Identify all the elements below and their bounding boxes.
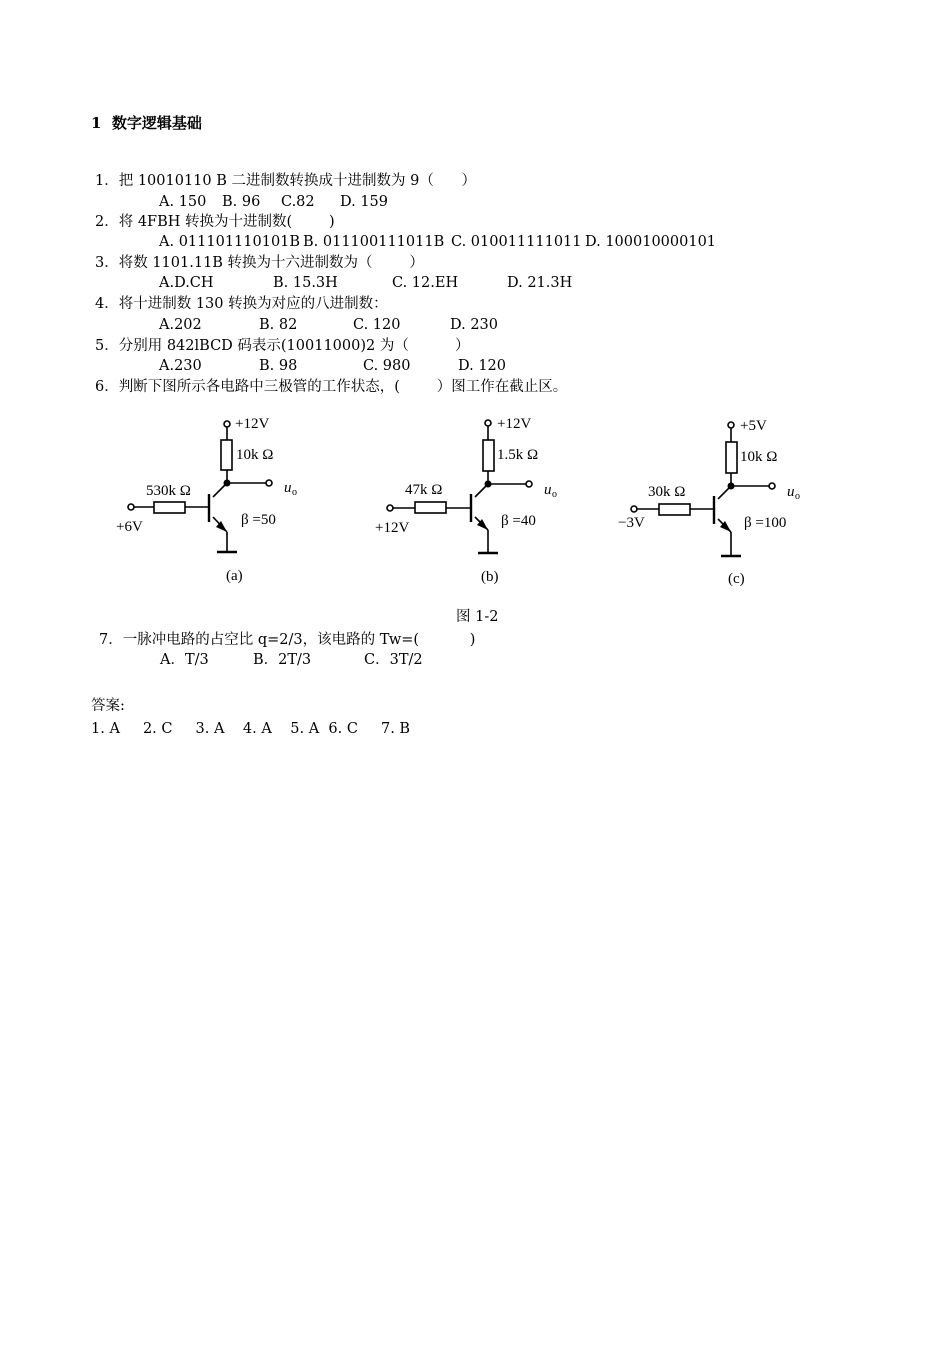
- q5-option-d: D. 120: [458, 358, 507, 374]
- q5-option-a: A.230: [159, 358, 202, 374]
- circuit-b-beta: β =40: [501, 513, 536, 529]
- circuit-c-output: u: [787, 484, 795, 500]
- circuit-b-output: u: [544, 482, 552, 498]
- circuit-b-output-sub: o: [552, 489, 557, 500]
- q3-option-c: C. 12.EH: [392, 275, 459, 291]
- question-2: 2．将 4FBH 转换为十进制数( ): [95, 214, 335, 230]
- circuit-a-rb: 530k Ω: [146, 483, 191, 499]
- q5-option-c: C. 980: [363, 358, 411, 374]
- q1-option-d: D. 159: [340, 194, 389, 210]
- circuit-c-label: (c): [728, 571, 745, 587]
- q2-option-a: A. 011101110101B: [159, 234, 301, 250]
- circuit-a-rc: 10k Ω: [236, 447, 274, 463]
- circuit-a-label: (a): [226, 568, 243, 584]
- q3-option-b: B. 15.3H: [273, 275, 338, 291]
- q1-option-b: B. 96: [222, 194, 261, 210]
- circuit-a-output: u: [284, 480, 292, 496]
- q1-option-c: C.82: [281, 194, 315, 210]
- question-3: 3．将数 1101.11B 转换为十六进制数为（ ）: [95, 255, 424, 271]
- question-5: 5．分别用 842lBCD 码表示(10011000)2 为（ ）: [95, 338, 470, 354]
- circuit-a-output-sub: o: [292, 487, 297, 498]
- question-4: 4．将十进制数 130 转换为对应的八进制数：: [95, 296, 388, 312]
- q3-option-d: D. 21.3H: [507, 275, 573, 291]
- answers-line: 1. A 2. C 3. A 4. A 5. A 6. C 7. B: [91, 721, 411, 737]
- transistor-circuits-figure: [0, 405, 952, 605]
- answers-label: 答案:: [91, 698, 125, 714]
- circuit-a-supply: +12V: [235, 416, 270, 432]
- circuit-c-beta: β =100: [744, 515, 787, 531]
- q7-option-c: C．3T/2: [364, 652, 423, 668]
- circuit-b-input: +12V: [375, 520, 410, 536]
- section-title: 1 数字逻辑基础: [91, 114, 202, 132]
- circuit-a-input: +6V: [116, 519, 143, 535]
- q7-option-b: B．2T/3: [253, 652, 312, 668]
- question-1: 1．把 10010110 B 二进制数转换成十进制数为 9（ ）: [95, 173, 476, 189]
- q2-option-b: B. 011100111011B: [303, 234, 445, 250]
- circuit-b-rb: 47k Ω: [405, 482, 443, 498]
- circuit-b-rc: 1.5k Ω: [497, 447, 539, 463]
- question-7: 7．一脉冲电路的占空比 q=2/3，该电路的 Tw=( ): [99, 632, 476, 648]
- q4-option-b: B. 82: [259, 317, 298, 333]
- question-6: 6．判断下图所示各电路中三极管的工作状态，( ）图工作在截止区。: [95, 379, 568, 395]
- q2-option-c: C. 010011111011: [451, 234, 582, 250]
- circuit-b-label: (b): [481, 569, 499, 585]
- circuit-c-rb: 30k Ω: [648, 484, 686, 500]
- q5-option-b: B. 98: [259, 358, 298, 374]
- circuit-c-output-sub: o: [795, 491, 800, 502]
- circuit-c-rc: 10k Ω: [740, 449, 778, 465]
- q2-option-d: D. 100010000101: [585, 234, 717, 250]
- circuit-c-supply: +5V: [740, 418, 767, 434]
- figure-caption: 图 1-2: [456, 609, 499, 625]
- q7-option-a: A．T/3: [160, 652, 209, 668]
- q4-option-d: D. 230: [450, 317, 499, 333]
- circuit-c-input: −3V: [618, 515, 645, 531]
- q4-option-a: A.202: [159, 317, 202, 333]
- q4-option-c: C. 120: [353, 317, 401, 333]
- q1-option-a: A. 150: [159, 194, 207, 210]
- q3-option-a: A.D.CH: [159, 275, 214, 291]
- circuit-b-supply: +12V: [497, 416, 532, 432]
- circuit-a-beta: β =50: [241, 512, 276, 528]
